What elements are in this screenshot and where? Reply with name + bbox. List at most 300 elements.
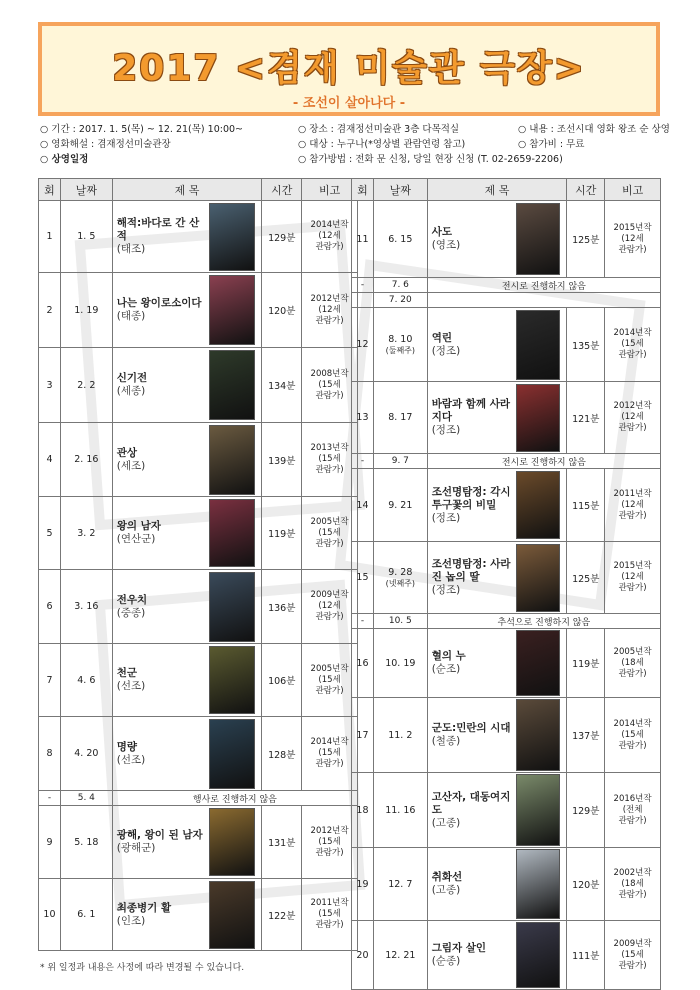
note-line: 관람가) — [618, 583, 647, 593]
row-date: 11. 2 — [388, 729, 413, 741]
row-number: 9 — [39, 806, 61, 879]
note-line: 관람가) — [315, 920, 344, 930]
row-title-cell — [427, 469, 567, 542]
title-text — [117, 902, 210, 928]
movie-title: 전우치 — [116, 593, 148, 606]
movie-king: (순종) — [431, 955, 461, 967]
movie-row — [352, 308, 661, 382]
row-title-cell — [427, 382, 567, 454]
row-title-cell — [112, 570, 262, 644]
title-wrapper — [117, 646, 262, 714]
info-content: ○ 내용 : 조선시대 영화 왕조 순 상영 — [518, 124, 670, 135]
row-note — [605, 773, 661, 848]
row-number: 13 — [352, 382, 374, 454]
movie-poster — [516, 774, 560, 846]
movie-row — [39, 879, 358, 951]
row-note — [605, 382, 661, 454]
info-commentary: ○ 영화해설 : 겸재정선미술관장 — [40, 139, 171, 150]
row-date: 11. 16 — [385, 804, 416, 816]
movie-row — [39, 806, 358, 879]
title-text — [117, 217, 210, 256]
title-wrapper — [432, 471, 567, 539]
title-text — [117, 520, 210, 546]
note-line: (15세 — [318, 909, 341, 919]
movie-title: 나는 왕이로소이다 — [116, 297, 202, 309]
note-line: (15세 — [318, 379, 341, 390]
row-time: 136분 — [262, 570, 302, 644]
movie-title: 조선명탐정: 사라진 놉의 딸 — [431, 558, 511, 583]
title-wrapper — [432, 630, 567, 696]
row-number: 16 — [352, 629, 374, 698]
row-number: 20 — [352, 921, 374, 990]
row-date: 10. 19 — [385, 657, 416, 669]
note-line: (전체 — [622, 804, 643, 815]
row-title-cell — [112, 348, 262, 423]
movie-row — [39, 201, 358, 273]
row-date: 7. 6 — [373, 278, 427, 293]
note-line: (12세 — [621, 499, 644, 510]
title-wrapper — [117, 881, 262, 949]
row-date: 8. 10 — [388, 333, 413, 345]
movie-poster — [209, 350, 255, 420]
row-number: 8 — [39, 717, 61, 791]
row-note — [605, 848, 661, 921]
row-time: 115분 — [567, 469, 605, 542]
row-note — [302, 717, 358, 791]
title-text — [432, 722, 517, 748]
notice-row — [352, 278, 661, 293]
info-fee: ○ 참가비 : 무료 — [518, 139, 585, 150]
notice-row — [352, 293, 661, 308]
row-title-cell — [427, 308, 567, 382]
movie-row — [352, 542, 661, 614]
row-date-cell — [373, 773, 427, 848]
row-date-note: (둘째주) — [385, 345, 416, 355]
title-text — [432, 942, 517, 968]
row-date: 3. 2 — [77, 527, 96, 539]
movie-king: (순조) — [431, 663, 461, 675]
movie-king: (고종) — [431, 816, 461, 829]
note-line: 2016년작 — [613, 793, 652, 804]
title-text — [117, 741, 210, 767]
note-line: (12세 — [621, 572, 644, 582]
row-title-cell — [112, 717, 262, 791]
title-wrapper — [432, 203, 567, 275]
info-column-1 — [40, 122, 243, 167]
row-date-note: (넷째주) — [385, 578, 416, 588]
title-wrapper — [117, 350, 262, 420]
note-line: 관람가) — [618, 815, 647, 826]
row-date-cell — [60, 201, 112, 273]
note-line: 관람가) — [618, 960, 647, 971]
row-title-cell — [427, 848, 567, 921]
movie-king: (정조) — [431, 344, 461, 357]
row-note — [302, 570, 358, 644]
row-date-cell — [60, 879, 112, 951]
row-date-cell — [373, 469, 427, 542]
row-title-cell — [112, 879, 262, 951]
page-subtitle: - 조선이 살아나다 - — [292, 96, 406, 111]
row-date-cell — [373, 848, 427, 921]
movie-king: (정조) — [431, 511, 461, 524]
movie-poster — [516, 849, 560, 919]
row-date-cell — [373, 201, 427, 278]
row-title-cell — [112, 201, 262, 273]
movie-poster — [209, 808, 255, 876]
row-number: 18 — [352, 773, 374, 848]
title-text — [432, 558, 517, 597]
row-number: 14 — [352, 469, 374, 542]
row-notice: 전시로 진행하지 않음 — [427, 278, 660, 293]
row-date: 10. 5 — [373, 614, 427, 629]
note-line: 관람가) — [315, 465, 344, 475]
row-date: 5. 18 — [74, 836, 99, 848]
note-line: 2008년작 — [310, 368, 349, 379]
movie-poster — [516, 544, 560, 612]
title-wrapper — [432, 310, 567, 380]
movie-poster — [209, 719, 255, 789]
movie-king: (선조) — [116, 680, 146, 692]
row-notice: 추석으로 진행하지 않음 — [427, 614, 660, 629]
movie-title: 관상 — [116, 446, 138, 459]
note-line: 관람가) — [315, 847, 344, 858]
note-line: (12세 — [318, 231, 341, 241]
note-line: (15세 — [318, 674, 341, 685]
movie-poster — [209, 881, 255, 949]
row-number: 6 — [39, 570, 61, 644]
note-line: (12세 — [318, 304, 341, 315]
row-time: 134분 — [262, 348, 302, 423]
title-wrapper — [432, 922, 567, 988]
movie-poster — [209, 572, 255, 642]
row-date-cell — [373, 542, 427, 614]
row-date-cell — [60, 423, 112, 497]
row-note — [302, 497, 358, 570]
notice-row — [352, 614, 661, 629]
movie-king: (철종) — [431, 735, 461, 747]
row-number: 11 — [352, 201, 374, 278]
movie-poster — [209, 646, 255, 714]
note-line: 관람가) — [618, 889, 647, 900]
note-line: 관람가) — [315, 242, 344, 252]
row-notice — [427, 293, 660, 308]
note-line: 2012년작 — [310, 825, 349, 836]
title-wrapper — [117, 425, 262, 495]
movie-row — [39, 273, 358, 348]
note-line: 관람가) — [618, 740, 647, 751]
movie-poster — [209, 275, 255, 345]
title-text — [432, 332, 517, 358]
row-note — [605, 201, 661, 278]
note-line: 2012년작 — [310, 293, 349, 304]
movie-row — [352, 921, 661, 990]
title-wrapper — [117, 808, 262, 876]
header-note: 비고 — [605, 179, 661, 201]
movie-title: 조선명탐정: 각시투구꽃의 비밀 — [431, 485, 511, 511]
movie-title: 광해, 왕이 된 남자 — [116, 829, 203, 841]
movie-title: 왕의 남자 — [116, 520, 161, 532]
row-date: 8. 17 — [388, 412, 413, 423]
header-title: 제 목 — [427, 179, 567, 201]
note-line: (15세 — [621, 949, 644, 960]
row-note — [605, 629, 661, 698]
movie-row — [39, 423, 358, 497]
title-text — [117, 667, 210, 693]
title-text — [432, 398, 517, 437]
movie-row — [352, 698, 661, 773]
title-text — [432, 226, 517, 252]
row-date-cell — [373, 921, 427, 990]
title-text — [117, 447, 210, 473]
row-note — [302, 806, 358, 879]
note-line: 2005년작 — [310, 663, 349, 674]
title-wrapper — [117, 203, 262, 271]
row-note — [302, 423, 358, 497]
movie-row — [39, 644, 358, 717]
row-time: 129분 — [262, 201, 302, 273]
movie-poster — [516, 384, 560, 452]
note-line: (15세 — [318, 836, 341, 847]
row-date-cell — [60, 644, 112, 717]
movie-title: 명량 — [116, 740, 138, 753]
row-number: - — [352, 278, 374, 293]
movie-title: 군도:민란의 시대 — [431, 722, 511, 734]
row-note — [605, 469, 661, 542]
row-note — [302, 273, 358, 348]
row-date-cell — [373, 698, 427, 773]
movie-title: 취화선 — [431, 871, 463, 883]
row-time: 128분 — [262, 717, 302, 791]
movie-king: (정조) — [431, 424, 461, 436]
row-title-cell — [112, 806, 262, 879]
row-note — [302, 201, 358, 273]
row-date: 7. 20 — [373, 293, 427, 308]
header-date: 날짜 — [373, 179, 427, 201]
row-date: 12. 21 — [385, 949, 416, 961]
note-line: 관람가) — [618, 423, 647, 433]
note-line: 2014년작 — [613, 718, 652, 729]
row-time: 122분 — [262, 879, 302, 951]
row-time: 111분 — [567, 921, 605, 990]
movie-king: (영조) — [431, 239, 461, 251]
row-number: 5 — [39, 497, 61, 570]
row-time: 119분 — [567, 629, 605, 698]
note-line: 2014년작 — [310, 220, 349, 230]
row-note — [302, 879, 358, 951]
row-title-cell — [112, 423, 262, 497]
row-date: 4. 20 — [74, 748, 99, 759]
note-line: 관람가) — [315, 315, 344, 326]
row-number: 10 — [39, 879, 61, 951]
movie-king: (선조) — [116, 753, 146, 766]
row-date: 2. 2 — [77, 379, 96, 391]
note-line: (12세 — [318, 601, 341, 611]
title-text — [432, 650, 517, 676]
row-date-cell — [373, 382, 427, 454]
note-line: 2012년작 — [613, 401, 652, 411]
movie-row — [352, 773, 661, 848]
row-title-cell — [112, 273, 262, 348]
movie-row — [352, 469, 661, 542]
note-line: (15세 — [621, 339, 644, 349]
note-line: 2014년작 — [310, 737, 349, 747]
note-line: 2009년작 — [310, 590, 349, 600]
row-note — [302, 644, 358, 717]
note-line: (18세 — [621, 657, 644, 668]
schedule-body-left — [39, 201, 358, 951]
note-line: 2011년작 — [310, 898, 349, 908]
movie-row — [352, 382, 661, 454]
header-time: 시간 — [262, 179, 302, 201]
title-wrapper — [432, 544, 567, 612]
note-line: 2014년작 — [613, 328, 652, 338]
title-wrapper — [117, 572, 262, 642]
schedule-table-left — [38, 178, 358, 951]
row-date-cell — [60, 273, 112, 348]
row-title-cell — [427, 921, 567, 990]
movie-poster — [516, 203, 560, 275]
note-line: 관람가) — [618, 510, 647, 521]
note-line: 2009년작 — [613, 938, 652, 949]
row-title-cell — [427, 698, 567, 773]
title-text — [432, 791, 517, 830]
footer-note: * 위 일정과 내용은 사정에 따라 변경될 수 있습니다. — [40, 963, 245, 973]
note-line: 관람가) — [618, 244, 647, 255]
row-date: 9. 7 — [373, 454, 427, 469]
row-time: 121분 — [567, 382, 605, 454]
row-note — [605, 542, 661, 614]
movie-title: 신기전 — [116, 372, 148, 384]
movie-title: 천군 — [116, 667, 138, 679]
row-number: 1 — [39, 201, 61, 273]
title-wrapper — [432, 699, 567, 771]
movie-title: 해적:바다로 간 산적 — [116, 217, 200, 242]
movie-row — [352, 201, 661, 278]
row-date-cell — [373, 308, 427, 382]
movie-title: 혈의 누 — [431, 650, 466, 662]
movie-king: (세종) — [116, 385, 146, 397]
row-note — [605, 698, 661, 773]
row-date: 12. 7 — [388, 878, 413, 890]
movie-poster — [209, 203, 255, 271]
info-period: ○ 기간 : 2017. 1. 5(목) ~ 12. 21(목) 10:00~ — [40, 124, 243, 135]
movie-row — [352, 629, 661, 698]
note-line: 2005년작 — [613, 646, 652, 657]
row-date: 1. 5 — [77, 231, 96, 242]
row-number: 7 — [39, 644, 61, 717]
movie-king: (고종) — [431, 884, 461, 896]
movie-row — [39, 348, 358, 423]
note-line: (12세 — [621, 412, 644, 422]
movie-king: (태종) — [116, 310, 146, 322]
movie-poster — [516, 699, 560, 771]
note-line: 2002년작 — [613, 867, 652, 878]
row-date-cell — [373, 629, 427, 698]
movie-poster — [516, 922, 560, 988]
row-title-cell — [112, 497, 262, 570]
row-time: 131분 — [262, 806, 302, 879]
row-title-cell — [427, 542, 567, 614]
movie-king: (인조) — [116, 914, 146, 927]
row-number: 15 — [352, 542, 374, 614]
note-line: (15세 — [318, 748, 341, 758]
row-number: 4 — [39, 423, 61, 497]
row-number: 12 — [352, 308, 374, 382]
row-title-cell — [427, 773, 567, 848]
info-target: ○ 대상 : 누구나(*영상별 관람연령 참고) — [298, 139, 466, 150]
row-date-cell — [60, 497, 112, 570]
row-number: - — [39, 791, 61, 806]
row-date: 1. 19 — [74, 304, 99, 316]
movie-king: (광해군) — [116, 842, 156, 854]
title-wrapper — [432, 774, 567, 846]
row-date: 4. 6 — [77, 674, 96, 686]
movie-king: (정조) — [431, 584, 461, 596]
movie-king: (연산군) — [116, 533, 156, 545]
row-note — [605, 308, 661, 382]
movie-title: 바람과 함께 사라지다 — [431, 398, 511, 423]
row-time: 125분 — [567, 542, 605, 614]
row-time: 120분 — [567, 848, 605, 921]
movie-king: (중종) — [116, 606, 146, 619]
row-number — [352, 293, 374, 308]
title-wrapper — [432, 384, 567, 452]
title-text — [117, 594, 210, 620]
title-text — [117, 372, 210, 398]
row-date: 9. 21 — [388, 499, 413, 511]
schedule-table-right — [351, 178, 661, 990]
info-column-3 — [518, 122, 670, 152]
row-title-cell — [427, 201, 567, 278]
page-title: 2017 <겸재 미술관 극장> — [112, 48, 586, 89]
row-time: 139분 — [262, 423, 302, 497]
note-line: 2013년작 — [310, 443, 349, 453]
row-title-cell — [427, 629, 567, 698]
header-note: 비고 — [302, 179, 358, 201]
note-line: (12세 — [621, 233, 644, 244]
movie-king: (세조) — [116, 459, 146, 472]
note-line: (15세 — [318, 527, 341, 538]
row-notice: 행사로 진행하지 않음 — [112, 791, 357, 806]
title-text — [117, 297, 210, 323]
movie-king: (태조) — [116, 243, 146, 255]
row-date-cell — [60, 717, 112, 791]
title-text — [432, 486, 517, 525]
note-line: (18세 — [621, 878, 644, 889]
row-date: 5. 4 — [60, 791, 112, 806]
movie-row — [39, 570, 358, 644]
row-time: 106분 — [262, 644, 302, 717]
movie-title: 역린 — [431, 331, 452, 344]
note-line: 2005년작 — [310, 516, 349, 527]
row-time: 125분 — [567, 201, 605, 278]
row-time: 135분 — [567, 308, 605, 382]
header-no: 회 — [352, 179, 374, 201]
row-number: 17 — [352, 698, 374, 773]
row-number: - — [352, 614, 374, 629]
movie-poster — [209, 499, 255, 567]
note-line: 관람가) — [315, 685, 344, 696]
movie-row — [39, 717, 358, 791]
title-banner — [38, 22, 660, 116]
row-notice: 전시로 진행하지 않음 — [427, 454, 660, 469]
info-schedule-heading: ○ 상영일정 — [40, 154, 89, 165]
movie-title: 사도 — [431, 226, 452, 238]
header-no: 회 — [39, 179, 61, 201]
notice-row — [352, 454, 661, 469]
row-date: 2. 16 — [74, 454, 99, 465]
note-line: (15세 — [318, 454, 341, 464]
